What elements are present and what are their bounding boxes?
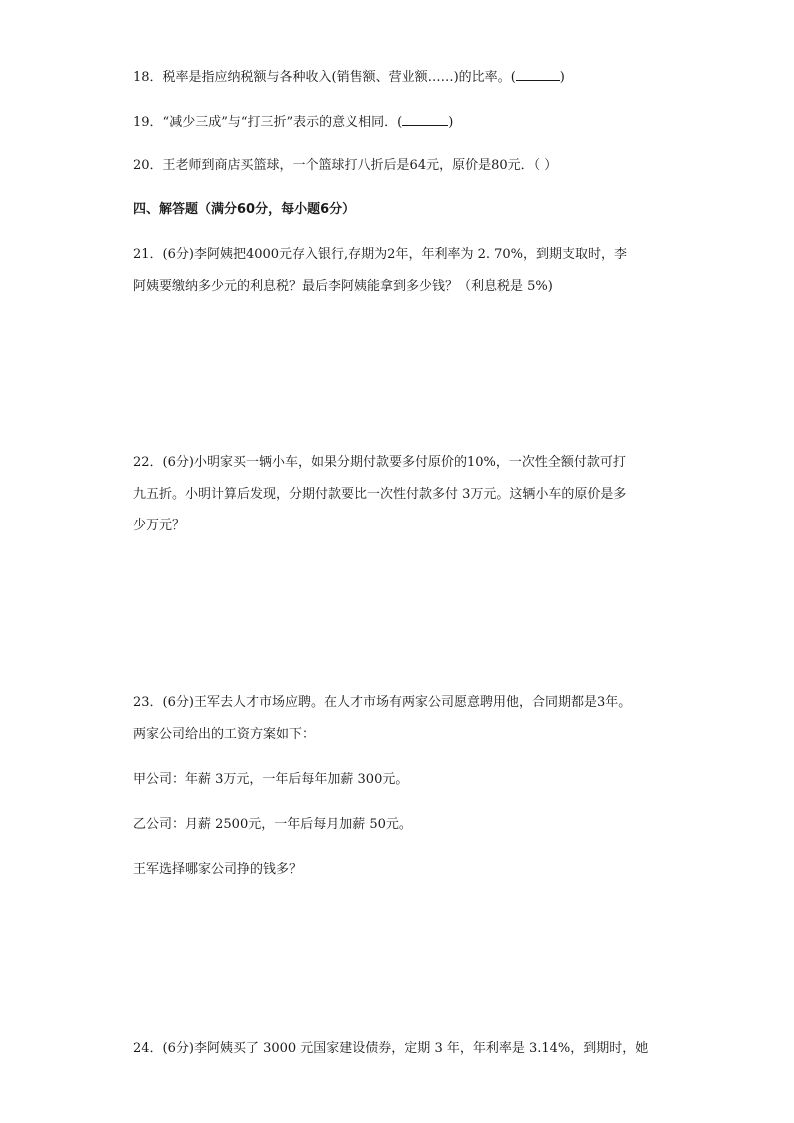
question-19-text: 19．“减少三成”与“打三折”表示的意义相同．: [133, 115, 398, 130]
question-23-company-b: 乙公司：月薪 2500元，一年后每月加薪 50元。: [133, 817, 412, 832]
question-23-company-a: 甲公司：年薪 3万元，一年后每年加薪 300元。: [133, 772, 409, 787]
question-19-answer-blank[interactable]: [402, 112, 448, 126]
question-18: [133, 67, 565, 87]
question-24-line-1: 24．(6分)李阿姨买了 3000 元国家建设债券，定期 3 年，年利率是 3.14%，到期时，她: [133, 1041, 649, 1056]
question-19: [133, 112, 453, 132]
question-18-text: 18．税率是指应纳税额与各种收入(销售额、营业额……)的比率。: [133, 70, 511, 85]
question-20-text: 20．王老师到商店买篮球，一个篮球打八折后是64元，原价是80元．（ ）: [133, 158, 558, 173]
question-23-line-2: 两家公司给出的工资方案如下：: [133, 727, 316, 742]
question-23-line-1: 23．(6分)王军去人才市场应聘。在人才市场有两家公司愿意聘用他，合同期都是3年。: [133, 695, 632, 710]
question-21-line-2: 阿姨要缴纳多少元的利息税？最后李阿姨能拿到多少钱？（利息税是 5%): [133, 279, 553, 294]
question-19-paren-close: ): [448, 115, 454, 130]
question-18-paren-close: ): [559, 70, 565, 85]
question-18-answer-blank[interactable]: [516, 67, 560, 81]
question-20: [133, 157, 557, 175]
question-21-line-1: 21．(6分)李阿姨把4000元存入银行,存期为2年，年利率为 2. 70%，到期支取时，李: [133, 247, 628, 262]
section-4-heading: 四、解答题（满分60分，每小题6分）: [133, 202, 356, 217]
question-22-line-3: 少万元？: [133, 518, 186, 533]
question-18-paren-open: (: [510, 70, 516, 85]
question-19-paren-open: (: [397, 115, 403, 130]
question-22-line-1: 22．(6分)小明家买一辆小车，如果分期付款要多付原价的10%，一次性全额付款可打: [133, 455, 626, 470]
question-22-line-2: 九五折。小明计算后发现，分期付款要比一次性付款多付 3万元。这辆小车的原价是多: [133, 487, 627, 502]
question-23-question: 王军选择哪家公司挣的钱多？: [133, 862, 303, 877]
